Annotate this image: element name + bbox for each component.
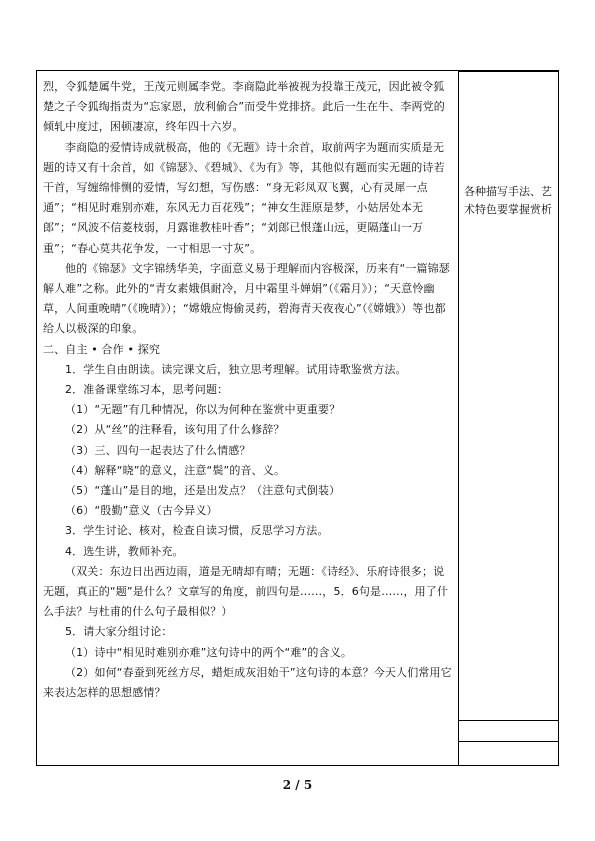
question-item: （1）诗中“相见时难别亦难”这句诗中的两个“难”的含义。 xyxy=(65,645,352,659)
list-item: 4．选生讲，教师补充。 xyxy=(65,544,184,558)
list-item: 5．请大家分组讨论： xyxy=(65,625,173,639)
right-cell-top-border xyxy=(458,71,559,72)
question-item: （1）“无题”有几种情况，你以为何种在鉴赏中更重要？ xyxy=(65,403,341,417)
main-content-cell xyxy=(43,77,453,703)
lesson-table xyxy=(36,70,559,766)
question-item: （2）如何“春蚕到死丝方尽，蜡炬成灰泪始干”这句诗的本意？今天人们常用它来表达怎样的思想感情？ xyxy=(43,665,452,700)
side-note-cell: 各种描写手法、艺术特色要掌握赏析 xyxy=(464,185,552,216)
question-item: （4）解释“晓”的意义，注意“鬓”的音、义。 xyxy=(65,463,286,477)
right-cell-border xyxy=(458,741,559,742)
section-heading: 二、自主 • 合作 • 探究 xyxy=(43,342,161,356)
page-number: 2 / 5 xyxy=(282,778,313,792)
question-item: （2）从“丝”的注释看，该句用了什么修辞？ xyxy=(65,423,285,437)
list-item: 2．准备课堂练习本，思考问题： xyxy=(65,383,229,397)
question-item: （3）三、四句一起表达了什么情感？ xyxy=(65,443,251,457)
list-item: 1．学生自由朗读。读完课文后，独立思考理解。试用诗歌鉴赏方法。 xyxy=(65,362,407,376)
right-cell-border xyxy=(458,720,559,721)
column-divider xyxy=(458,71,459,765)
question-item: （5）“蓬山”是目的地，还是出发点？（注意句式倒装） xyxy=(65,484,341,498)
paragraph: 李商隐的爱情诗成就极高，他的《无题》诗十余首，取前两字为题而实质是无题的诗又有十余首，如《锦瑟》、《碧城》、《为有》等，其他似有题而实无题的诗若干首，写缠绵悱恻的爱情，写幻想，写伤感：“身无彩凤双飞翼，心有灵犀一点通”；“相见时难别亦难，东风无力百花残”；“神女生涯原是梦，小姑居处本无郎”；“风波不信菱枝弱，月露谁教桂叶香”；“刘郎已恨蓬山远，更隔蓬山一万重”；“春心莫共花争发，一寸相思一寸灰”。 xyxy=(43,140,445,255)
paragraph: 烈，令狐楚属牛党，王茂元则属李党。李商隐此举被视为投靠王茂元，因此被令狐楚之子令狐绹指责为“忘家恩，放利偷合”而受牛党排挤。此后一生在牛、李两党的倾轧中度过，困顿凄凉，终年四十六岁。 xyxy=(43,80,445,134)
list-item: 3．学生讨论、核对，检查自读习惯，反思学习方法。 xyxy=(65,524,329,538)
note-paragraph: （双关：东边日出西边雨，道是无晴却有晴；无题：《诗经》、乐府诗很多；说无题，真正的“题”是什么？文章写的角度，前四句是……，5．6句是……，用了什么手法？与杜甫的什么句子最相似？） xyxy=(43,564,449,619)
question-item: （6）“殷勤”意义（古今异义） xyxy=(65,504,218,518)
paragraph: 他的《锦瑟》文字锦绣华美，字面意义易于理解而内容极深，历来有“一篇锦瑟解人难”之称。此外的“青女素娥俱耐冷，月中霜里斗婵娟”（《霜月》）；“天意怜幽草，人间重晚晴”（《晚晴》）；“嫦娥应悔偷灵药，碧海青天夜夜心”（《嫦娥》）等也都给人以极深的印象。 xyxy=(43,261,450,336)
